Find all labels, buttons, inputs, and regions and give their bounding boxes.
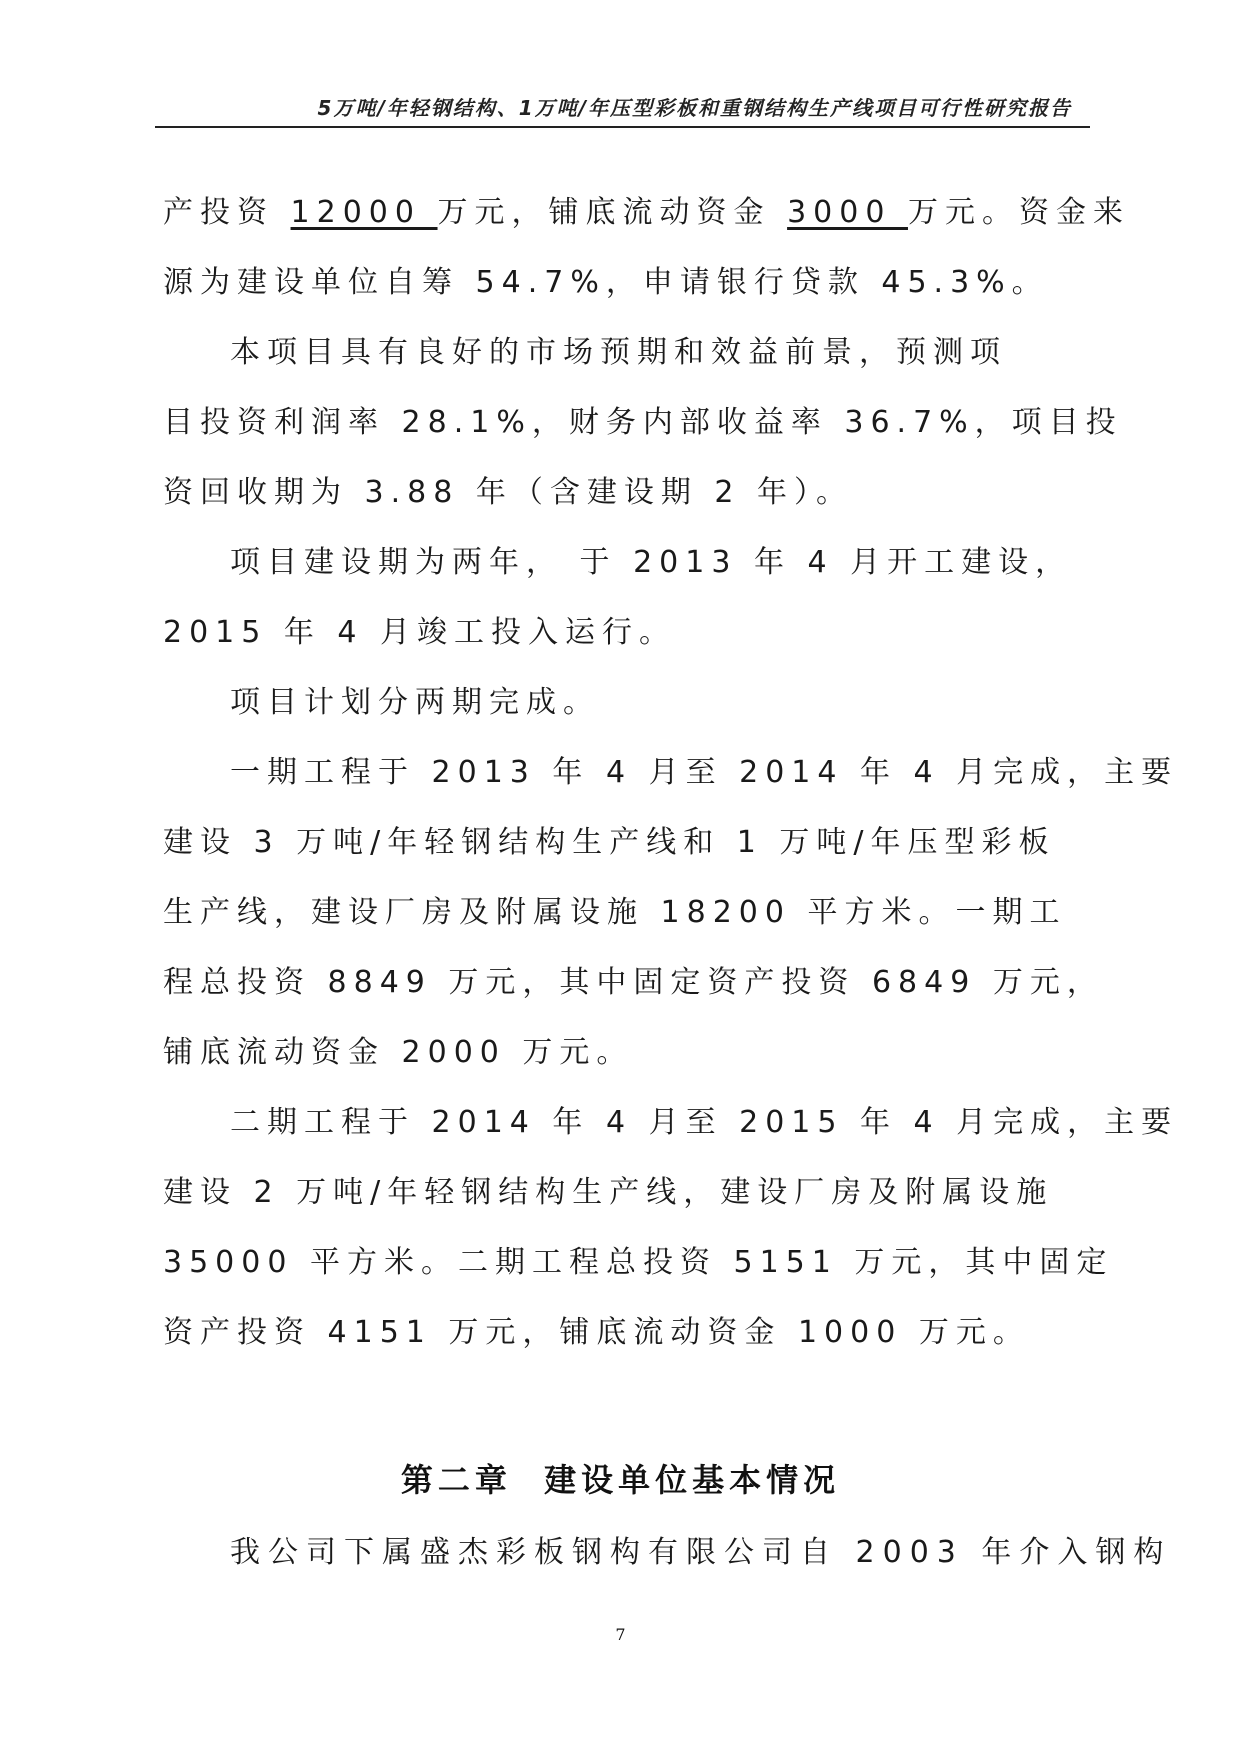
paragraph-line: 资回收期为 3.88 年（含建设期 2 年）。 <box>163 475 854 510</box>
paragraph-line: 项目计划分两期完成。 <box>230 685 600 720</box>
page-number: 7 <box>615 1625 626 1644</box>
paragraph-line: 源为建设单位自筹 54.7%，申请银行贷款 45.3%。 <box>163 265 1049 300</box>
text-run: 万元。资金来 <box>907 195 1130 230</box>
paragraph-line: 我公司下属盛杰彩板钢构有限公司自 2003 年介入钢构 <box>230 1535 1172 1570</box>
paragraph-line: 35000 平方米。二期工程总投资 5151 万元，其中固定 <box>163 1245 1114 1280</box>
paragraph-line: 资产投资 4151 万元，铺底流动资金 1000 万元。 <box>163 1315 1030 1350</box>
paragraph-line: 程总投资 8849 万元，其中固定资产投资 6849 万元， <box>163 965 1104 1000</box>
paragraph-line: 二期工程于 2014 年 4 月至 2015 年 4 月完成，主要 <box>230 1105 1179 1140</box>
running-header <box>155 78 1090 128</box>
paragraph-line: 本项目具有良好的市场预期和效益前景，预测项 <box>230 335 1007 370</box>
paragraph-line: 目投资利润率 28.1%，财务内部收益率 36.7%，项目投 <box>163 405 1123 440</box>
paragraph-line: 2015 年 4 月竣工投入运行。 <box>163 615 677 650</box>
paragraph-line: 建设 3 万吨/年轻钢结构生产线和 1 万吨/年压型彩板 <box>163 825 1056 860</box>
paragraph-line: 生产线，建设厂房及附属设施 18200 平方米。一期工 <box>163 895 1067 930</box>
paragraph-line: 项目建设期为两年， 于 2013 年 4 月开工建设， <box>230 545 1073 580</box>
header-title: 5万吨/年轻钢结构、1万吨/年压型彩板和重钢结构生产线项目可行性研究报告 <box>317 96 1072 120</box>
paragraph-line <box>163 193 1130 233</box>
paragraph-line: 铺底流动资金 2000 万元。 <box>163 1035 634 1070</box>
paragraph-line: 一期工程于 2013 年 4 月至 2014 年 4 月完成，主要 <box>230 755 1179 790</box>
paragraph-line: 建设 2 万吨/年轻钢结构生产线，建设厂房及附属设施 <box>163 1175 1054 1210</box>
underlined-amount: 12000 <box>290 195 438 230</box>
text-run: 万元，铺底流动资金 <box>437 195 788 230</box>
chapter-heading: 第二章 建设单位基本情况 <box>400 1461 841 1499</box>
text-run: 产投资 <box>163 195 291 230</box>
underlined-amount: 3000 <box>787 195 908 230</box>
